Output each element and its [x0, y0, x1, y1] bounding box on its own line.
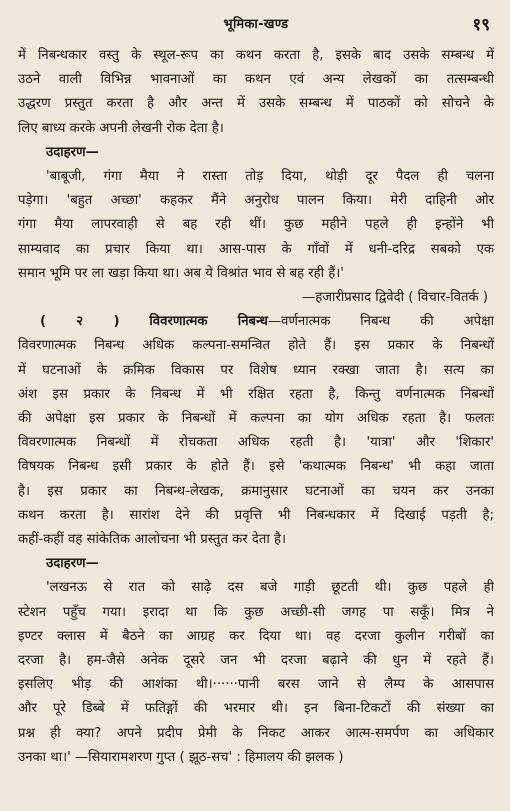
text-line: पड़ेगा। 'बहुत अच्छा' कहकर मैंने अनुरोध पालन किया। मेरी दाहिनी ओर: [18, 193, 494, 209]
page-number: १९: [472, 15, 490, 35]
text-line: प्रश्न ही क्या? अपने प्रदीप प्रेमी के निकट आकर आत्म-समर्पण का अधिकार: [18, 725, 494, 741]
text-line: की अपेक्षा इस प्रकार के निबन्धों में कल्पना का योग अधिक रहता है। फलतः: [18, 411, 494, 427]
text-line: इण्टर क्लास में बैठने का आग्रह कर दिया था। वह दरजा कुलीन गरीबों का: [18, 628, 494, 644]
text-line: कहीं-कहीं वह सांकेतिक आलोचना भी प्रस्तुत कर देता है।: [18, 532, 286, 548]
text-line: लिए बाध्य करके अपनी लेखनी रोक देता है।: [18, 120, 224, 136]
page-header: [18, 0, 494, 44]
section-title: विवरणात्मक निबन्ध: [149, 314, 268, 330]
section-intro: —वर्णनात्मक निबन्ध की अपेक्षा: [267, 314, 494, 330]
example-label: उदाहरण—: [46, 144, 99, 160]
text-line: विवरणात्मक निबन्धों में रोचकता अधिक रहती है। 'यात्रा' और 'शिकार': [18, 435, 494, 451]
text-line: स्टेशन पहुँच गया। इरादा था कि कुछ अच्छी-सी जगह पा सकूँ। मित्र ने: [18, 604, 494, 620]
text-line: उठने वाली विभिन्न भावनाओं का कथन एवं अन्य लेखकों का तत्सम्बन्धी: [18, 72, 494, 88]
text-line: विवरणात्मक निबन्ध अधिक कल्पना-समन्वित होते हैं। इस प्रकार के निबन्धों: [18, 338, 494, 354]
running-title: भूमिका-खण्ड: [223, 17, 289, 32]
text-line: अंश इस प्रकार के निबन्ध में भी रक्षित रहता है, किन्तु वर्णनात्मक निबन्धों: [18, 386, 494, 402]
example-label: उदाहरण—: [46, 556, 99, 572]
text-line: 'बाबूजी, गंगा मैया ने रास्ता तोड़ दिया, थोड़ी दूर पैदल ही चलना: [46, 169, 494, 185]
section-number: ( २ ): [40, 314, 120, 330]
text-line: है। इस प्रकार का निबन्ध-लेखक, क्रमानुसार घटनाओं का चयन कर उनका: [18, 483, 494, 499]
text-line: उनका था।' —सियारामशरण गुप्त ( झूठ-सच' : हिमालय की झलक ): [18, 749, 344, 765]
text-line: विषयक निबन्ध इसी प्रकार के होते हैं। इसे 'कथात्मक निबन्ध' भी कहा जाता: [18, 459, 494, 475]
section-heading-line: [18, 310, 494, 334]
text-line: गंगा मैया लापरवाही से बह रही थीं। कुछ महीने पहले ही इन्होंने भी: [18, 217, 494, 233]
text-line: में घटनाओं के क्रमिक विकास पर विशेष ध्यान रक्खा जाता है। सत्य का: [18, 362, 494, 378]
text-line: में निबन्धकार वस्तु के स्थूल-रूप का कथन करता है, इसके बाद उसके सम्बन्ध में: [18, 48, 494, 63]
text-line: और पूरे डिब्बे में फतिङ्गों की भरमार थी। इन बिना-टिकटों की संख्या का: [18, 701, 494, 717]
text-line: उद्धरण प्रस्तुत करता है और अन्त में उसके सम्बन्ध में पाठकों को सोचने के: [18, 96, 494, 112]
quote-attribution: —हजारीप्रसाद द्विवेदी ( विचार-वितर्क ): [302, 290, 488, 306]
text-line: कथन करता है। सारांश देने की प्रवृत्ति भी निबन्धकार में दिखाई पड़ती है;: [18, 507, 494, 523]
text-line: दरजा है। हम-जैसे अनेक दूसरे जन भी दरजा बढ़ाने की धुन में रहते हैं।: [18, 653, 494, 669]
text-line: साम्यवाद का प्रचार किया था। आस-पास के गाँवों में धनी-दरिद्र सबको एक: [18, 241, 494, 257]
text-line: 'लखनऊ से रात को साढ़े दस बजे गाड़ी छूटती थी। कुछ पहले ही: [46, 580, 494, 596]
body-text: [18, 44, 494, 770]
text-line: समान भूमि पर ला खड़ा किया था। अब ये विश्रांत भाव से बह रही हैं।': [18, 265, 344, 281]
text-line: इसलिए भीड़ की आशंका थी।······पानी बरस जाने से लैम्प के आसपास: [18, 677, 494, 693]
